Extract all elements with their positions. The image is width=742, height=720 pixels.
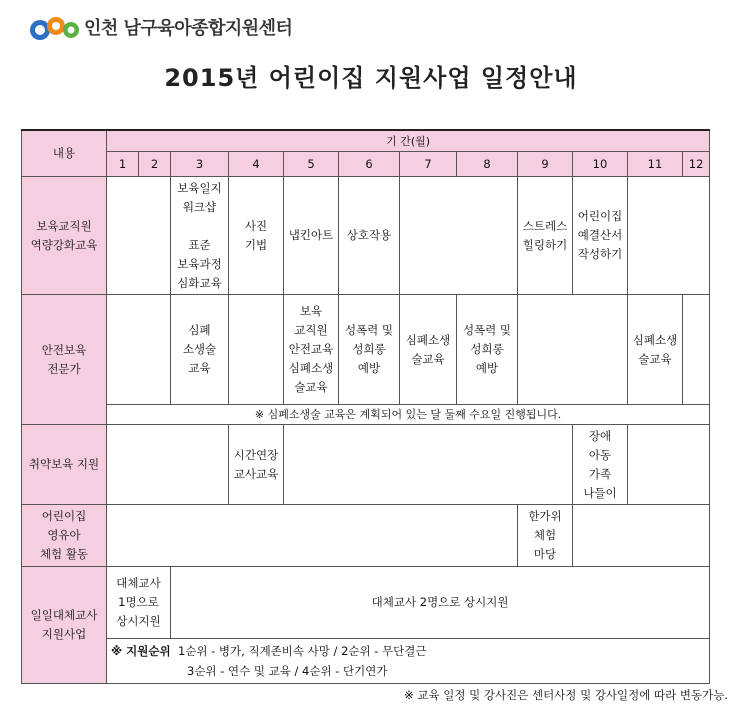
month-header: 4	[229, 152, 284, 177]
month-header: 8	[457, 152, 518, 177]
empty-cell	[573, 505, 710, 567]
page-title: 2015년 어린이집 지원사업 일정안내	[164, 64, 578, 92]
safety-m7: 심폐소생 술교육	[400, 295, 457, 405]
empty-cell	[107, 425, 229, 505]
priority-label: ※ 지원순위	[111, 644, 171, 658]
month-header: 5	[284, 152, 339, 177]
empty-cell	[107, 295, 171, 405]
empty-cell	[400, 177, 518, 295]
empty-cell	[107, 505, 518, 567]
table-row	[22, 505, 710, 567]
training-m4: 사진 기법	[229, 177, 284, 295]
month-header: 3	[171, 152, 229, 177]
substitute-m1-2: 대체교사 1명으로 상시지원	[107, 567, 171, 639]
month-header: 2	[139, 152, 171, 177]
training-m6: 상호작용	[339, 177, 400, 295]
table-row	[22, 295, 710, 405]
vulnerable-m4: 시간연장 교사교육	[229, 425, 284, 505]
training-m9: 스트레스 힐링하기	[518, 177, 573, 295]
empty-cell	[628, 177, 710, 295]
safety-m11: 심폐소생 술교육	[628, 295, 683, 405]
month-header: 10	[573, 152, 628, 177]
month-header: 1	[107, 152, 139, 177]
safety-m6: 성폭력 및 성희롱 예방	[339, 295, 400, 405]
footer-note: ※ 교육 일정 및 강사진은 센터사정 및 강사일정에 따라 변동가능.	[404, 688, 728, 702]
month-header: 12	[683, 152, 710, 177]
table-row	[22, 567, 710, 639]
training-m3: 보육일지 워크샵 표준 보육과정 심화교육	[171, 177, 229, 295]
month-header: 9	[518, 152, 573, 177]
row-label-substitute: 일일대체교사 지원사업	[22, 567, 107, 684]
training-m10: 어린이집 예결산서 작성하기	[573, 177, 628, 295]
experience-m9: 한가위 체험 마당	[518, 505, 573, 567]
empty-cell	[107, 177, 171, 295]
training-m5: 냅킨아트	[284, 177, 339, 295]
month-header: 7	[400, 152, 457, 177]
safety-m8: 성폭력 및 성희롱 예방	[457, 295, 518, 405]
content-column-header: 내용	[22, 130, 107, 177]
safety-m3: 심폐 소생술 교육	[171, 295, 229, 405]
row-label-safety: 안전보육 전문가	[22, 295, 107, 425]
row-label-training: 보육교직원 역량강화교육	[22, 177, 107, 295]
safety-m5: 보육 교직원 안전교육 심폐소생 술교육	[284, 295, 339, 405]
vulnerable-m10: 장애 아동 가족 나들이	[573, 425, 628, 505]
schedule-table	[21, 129, 710, 684]
empty-cell	[284, 425, 573, 505]
month-header: 11	[628, 152, 683, 177]
priority-line-1: 1순위 - 병가, 직계존비속 사망 / 2순위 - 무단결근	[177, 644, 427, 658]
month-header: 6	[339, 152, 400, 177]
substitute-m3-12: 대체교사 2명으로 상시지원	[171, 567, 710, 639]
empty-cell	[628, 425, 710, 505]
safety-note: ※ 심폐소생술 교육은 계획되어 있는 달 둘째 수요일 진행됩니다.	[107, 405, 710, 425]
empty-cell	[518, 295, 628, 405]
priority-line-2: 3순위 - 연수 및 교육 / 4순위 - 단기연가	[187, 664, 388, 678]
table-row	[22, 425, 710, 505]
org-name: 인천 남구육아종합지원센터	[84, 18, 293, 39]
priority-cell	[107, 639, 710, 684]
center-logo-icon	[26, 12, 82, 46]
empty-cell	[683, 295, 710, 405]
period-header: 기 간(월)	[107, 130, 710, 152]
empty-cell	[229, 295, 284, 405]
table-row	[22, 177, 710, 295]
row-label-experience: 어린이집 영유아 체험 활동	[22, 505, 107, 567]
row-label-vulnerable: 취약보육 지원	[22, 425, 107, 505]
